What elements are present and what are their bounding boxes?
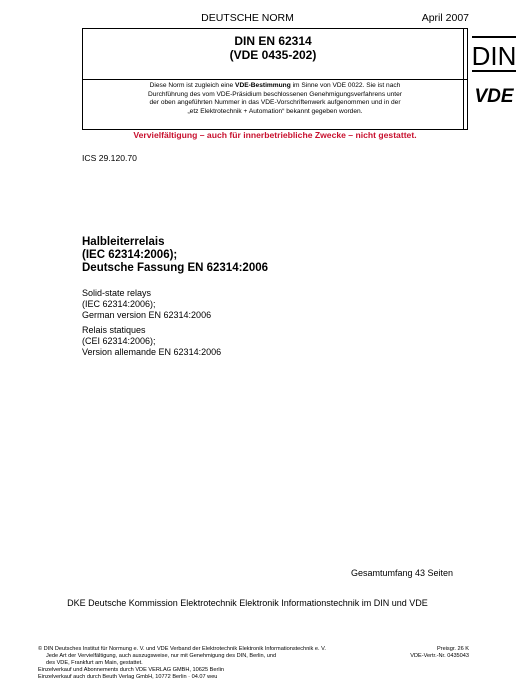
- box-horizontal-divider: [83, 79, 467, 80]
- reproduction-warning: Vervielfältigung – auch für innerbetriebliche Zwecke – nicht gestattet.: [133, 130, 417, 140]
- title-en-line-2: (IEC 62314:2006);: [82, 299, 156, 309]
- dke-commission: DKE Deutsche Kommission Elektrotechnik Elektronik Informationstechnik im DIN und VDE: [67, 598, 428, 608]
- din-logo-text: DIN: [471, 41, 517, 71]
- note-line-2: Durchführung des vom VDE-Präsidium beschlossenen Genehmigungsverfahrens unter: [148, 90, 402, 98]
- title-fr-line-3: Version allemande EN 62314:2006: [82, 347, 222, 357]
- publication-date: April 2007: [421, 12, 469, 24]
- footer-line-1: © DIN Deutsches Institut für Normung e. V. und VDE Verband der Elektrotechnik Elektronik Informationstechnik e. V.: [38, 646, 326, 652]
- footer-line-3: des VDE, Frankfurt am Main, gestattet.: [46, 660, 143, 666]
- din-logo: [468, 35, 520, 73]
- vde-logo-text: VDE: [474, 86, 514, 107]
- price-group: Preisgr. 26 K: [436, 646, 469, 652]
- ics-code: ICS 29.120.70: [82, 153, 137, 163]
- norm-info-box: [82, 28, 517, 130]
- document-type-header: DEUTSCHE NORM: [201, 12, 294, 24]
- note-line-1: Diese Norm ist zugleich eine VDE-Bestimmung im Sinne von VDE 0022. Sie ist nach: [149, 82, 401, 89]
- footer-line-4: Einzelverkauf und Abonnements durch VDE VERLAG GMBH, 10625 Berlin: [38, 667, 224, 673]
- total-pages: Gesamtumfang 43 Seiten: [350, 568, 453, 578]
- title-fr-line-1: Relais statiques: [82, 325, 146, 335]
- note-line-3: der oben angeführten Nummer in das VDE-Vorschriftenwerk aufgenommen und in der: [149, 99, 401, 107]
- copyright-footer: [38, 646, 368, 681]
- title-de-line-2: (IEC 62314:2006);: [82, 249, 178, 261]
- vde-order-number: VDE-Vertr.-Nr. 0435043: [410, 653, 469, 659]
- title-english: [82, 288, 211, 321]
- title-en-line-3: German version EN 62314:2006: [82, 310, 212, 320]
- title-de-line-3: Deutsche Fassung EN 62314:2006: [82, 262, 269, 274]
- price-footer: [410, 646, 469, 660]
- title-de-line-1: Halbleiterrelais: [82, 236, 165, 248]
- note-line-4: „etz Elektrotechnik + Automation“ bekannt gegeben worden.: [187, 107, 363, 115]
- footer-line-2: Jede Art der Vervielfältigung, auch auszugsweise, nur mit Genehmigung des DIN, Berlin, und: [46, 653, 277, 659]
- norm-number: [83, 34, 463, 62]
- footer-line-5: Einzelverkauf auch durch Beuth Verlag GmbH, 10772 Berlin · 04.07 weu: [38, 674, 218, 680]
- title-fr-line-2: (CEI 62314:2006);: [82, 336, 156, 346]
- vde-logo: [466, 85, 522, 105]
- vde-regulation-note: [91, 82, 459, 116]
- norm-number-vde: (VDE 0435-202): [229, 48, 317, 62]
- title-en-line-1: Solid-state relays: [82, 288, 152, 298]
- norm-number-din: DIN EN 62314: [234, 34, 312, 48]
- title-german: [82, 236, 268, 275]
- title-french: [82, 325, 221, 358]
